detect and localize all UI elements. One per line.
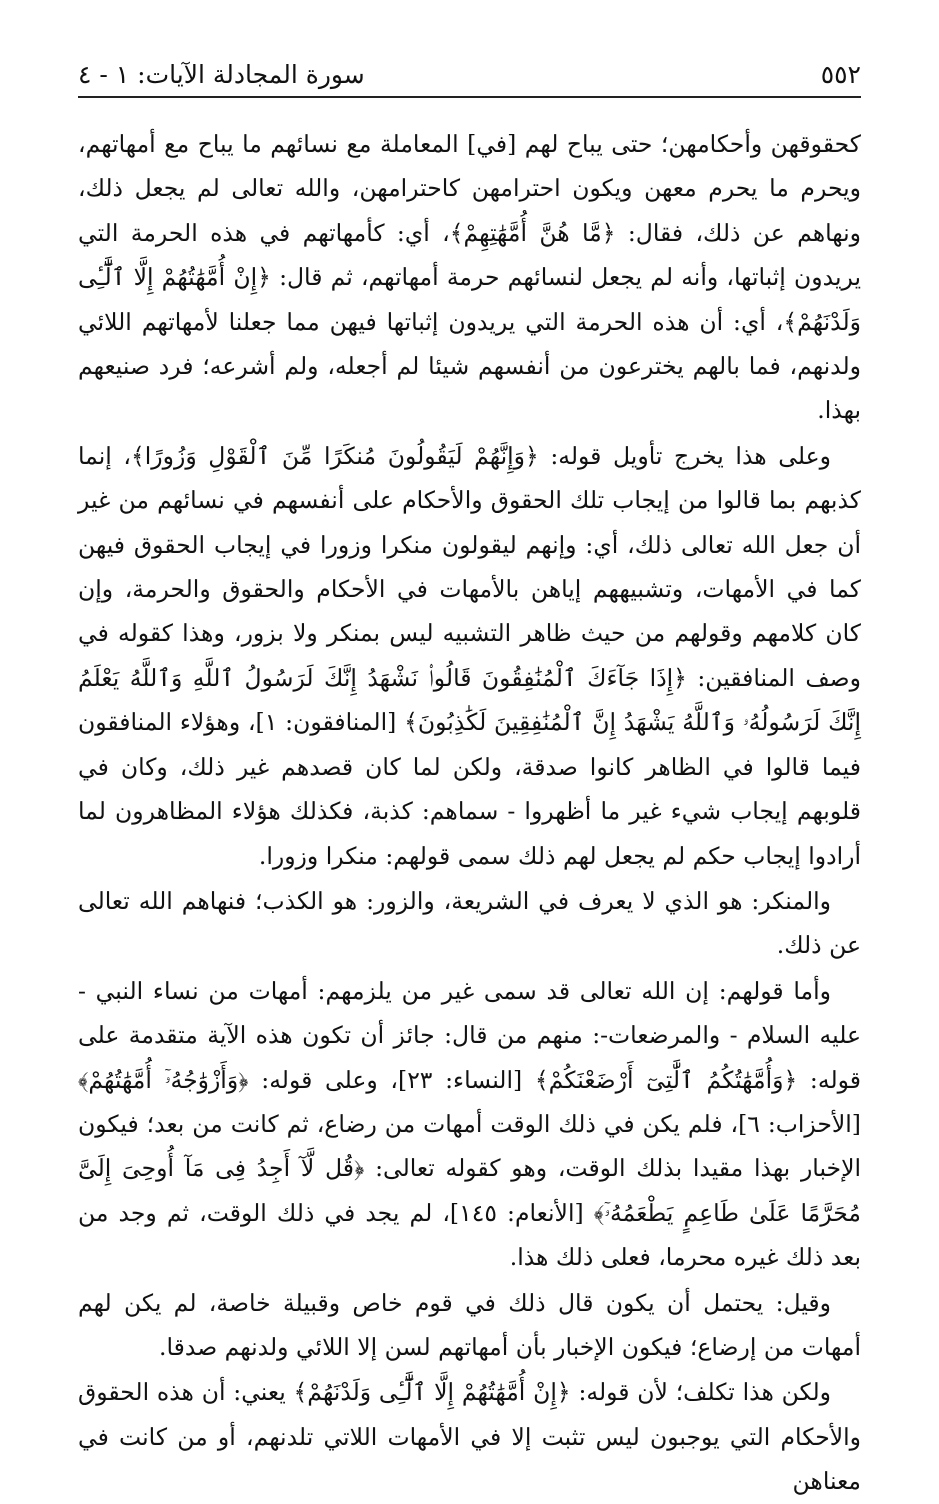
page-body [78, 122, 861, 1504]
running-title: سورة المجادلة الآيات: ١ - ٤ [78, 60, 365, 89]
paragraph: كحقوقهن وأحكامهن؛ حتى يباح لهم [في] المعاملة مع نسائهم ما يباح مع أمهاتهم، ويحرم ما يحرم معهن ويكون احترامهن كاحترامهن، والله تعالى لم يجعل ذلك، ونهاهم عن ذلك، فقال: ﴿مَّا هُنَّ أُمَّهَٰتِهِمْ﴾، أي: كأمهاتهم في هذه الحرمة التي يريدون إثباتها، وأنه لم يجعل لنسائهم حرمة أمهاتهم، ثم قال: ﴿إِنْ أُمَّهَٰتُهُمْ إِلَّا ٱلَّٰٓـِٔى وَلَدْنَهُمْ﴾، أي: أن هذه الحرمة التي يريدون إثباتها فيهن مما جعلنا لأمهاتهم اللائي ولدنهم، فما بالهم يخترعون من أنفسهم شيئا لم أجعله، ولم أشرعه؛ فرد صنيعهم بهذا. [78, 130, 861, 425]
paragraph: وقيل: يحتمل أن يكون قال ذلك في قوم خاص وقبيلة خاصة، لم يكن لهم أمهات من إرضاع؛ فيكون الإخبار بأن أمهاتهم لسن إلا اللائي ولدنهم صدقا. [78, 1288, 861, 1361]
paragraph: وأما قولهم: إن الله تعالى قد سمى غير من يلزمهم: أمهات من نساء النبي - عليه السلام - والمرضعات-: منهم من قال: جائز أن تكون هذه الآية متقدمة على قوله: ﴿وَأُمَّهَٰتُكُمُ ٱلَّٰتِىٓ أَرْضَعْنَكُمْ﴾ [النساء: ٢٣]، وعلى قوله: ﴿وَأَزْوَٰجُهُۥٓ أُمَّهَٰتُهُمْ﴾ [الأحزاب: ٦]، فلم يكن في ذلك الوقت أمهات من رضاع، ثم كانت من بعد؛ فيكون الإخبار بهذا مقيدا بذلك الوقت، وهو كقوله تعالى: ﴿قُل لَّآ أَجِدُ فِى مَآ أُوحِىَ إِلَىَّ مُحَرَّمًا عَلَىٰ طَاعِمٍ يَطْعَمُهُۥٓ﴾ [الأنعام: ١٤٥]، لم يجد في ذلك الوقت، ثم وجد من بعد ذلك غيره محرما، فعلى ذلك هذا. [78, 976, 861, 1272]
page-number: ٥٥٢ [820, 60, 861, 89]
paragraph: وعلى هذا يخرج تأويل قوله: ﴿وَإِنَّهُمْ لَيَقُولُونَ مُنكَرًا مِّنَ ٱلْقَوْلِ وَزُورًا﴾، إنما كذبهم بما قالوا من إيجاب تلك الحقوق والأحكام على أنفسهم في نسائهم من غير أن جعل الله تعالى ذلك، أي: وإنهم ليقولون منكرا وزورا في إيجاب الحقوق فيهن كما في الأمهات، وتشبيههم إياهن بالأمهات في الأحكام والحقوق والحرمة، وإن كان كلامهم وقولهم من حيث ظاهر التشبيه ليس بمنكر ولا بزور، وهذا كقوله في وصف المنافقين: ﴿إِذَا جَآءَكَ ٱلْمُنَٰفِقُونَ قَالُوا۟ نَشْهَدُ إِنَّكَ لَرَسُولُ ٱللَّهِ وَٱللَّهُ يَعْلَمُ إِنَّكَ لَرَسُولُهُۥ وَٱللَّهُ يَشْهَدُ إِنَّ ٱلْمُنَٰفِقِينَ لَكَٰذِبُونَ﴾ [المنافقون: ١]، وهؤلاء المنافقون فيما قالوا في الظاهر كانوا صدقة، ولكن لما كان قصدهم غير ذلك، وكان في قلوبهم إيجاب شيء غير ما أظهروا - سماهم: كذبة، فكذلك هؤلاء المظاهرون لما أرادوا إيجاب حكم لم يجعل لهم ذلك سمى قولهم: منكرا وزورا. [78, 441, 861, 870]
page-header [78, 52, 861, 98]
paragraph: والمنكر: هو الذي لا يعرف في الشريعة، والزور: هو الكذب؛ فنهاهم الله تعالى عن ذلك. [78, 886, 861, 960]
paragraph: ولكن هذا تكلف؛ لأن قوله: ﴿إِنْ أُمَّهَٰتُهُمْ إِلَّا ٱلَّٰٓـِٔى وَلَدْنَهُمْ﴾ يعني: أن هذه الحقوق والأحكام التي يوجبون ليس تثبت إلا في الأمهات اللاتي تلدنهم، أو من كانت في معناهن [78, 1378, 861, 1496]
